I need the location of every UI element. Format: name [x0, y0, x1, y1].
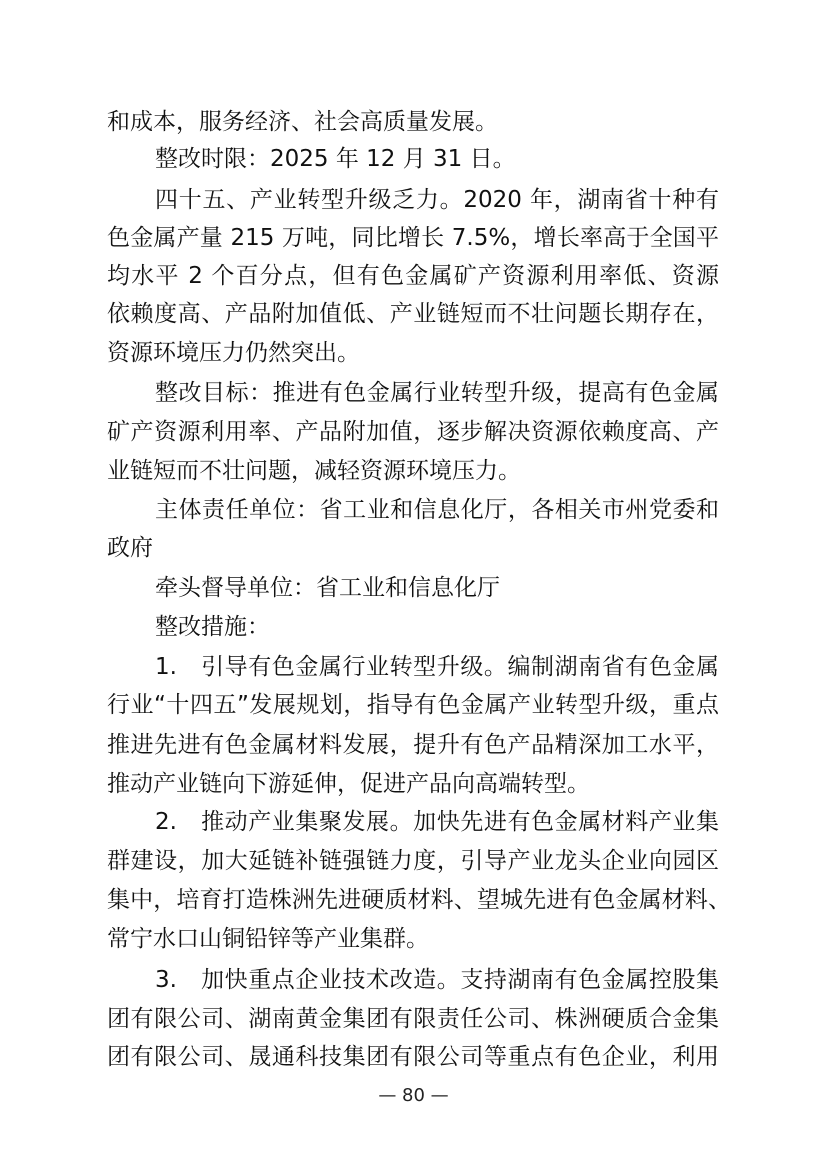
text-line: 群建设，加大延链补链强链力度，引导产业龙头企业向园区 [107, 848, 719, 874]
text-line: 团有限公司、湖南黄金集团有限责任公司、株洲硬质合金集 [107, 1006, 719, 1032]
text-line: 业链短而不壮问题，减轻资源环境压力。 [107, 458, 521, 484]
page-number: — 80 — [378, 1085, 449, 1106]
text-line: 行业“十四五”发展规划，指导有色金属产业转型升级，重点 [107, 692, 719, 718]
text-line: 推动产业链向下游延伸，促进产品向高端转型。 [107, 771, 590, 797]
text-line: 均水平 2 个百分点，但有色金属矿产资源利用率低、资源 [107, 263, 719, 289]
list-item-line: 3. 加快重点企业技术改造。支持湖南有色金属控股集 [155, 967, 719, 993]
section-heading-line: 四十五、产业转型升级乏力。2020 年，湖南省十种有 [155, 187, 719, 213]
text-line: 常宁水口山铜铅锌等产业集群。 [107, 926, 429, 952]
text-line: 整改措施： [155, 614, 270, 640]
text-line: 整改时限：2025 年 12 月 31 日。 [155, 146, 516, 172]
text-line: 主体责任单位：省工业和信息化厅，各相关市州党委和 [155, 497, 719, 523]
text-line: 推进先进有色金属材料发展，提升有色产品精深加工水平， [107, 732, 719, 758]
list-item-line: 2. 推动产业集聚发展。加快先进有色金属材料产业集 [155, 809, 719, 835]
text-line: 资源环境压力仍然突出。 [107, 340, 360, 366]
text-line: 和成本，服务经济、社会高质量发展。 [107, 109, 498, 135]
text-line: 整改目标：推进有色金属行业转型升级，提高有色金属 [155, 380, 719, 406]
text-line: 牵头督导单位：省工业和信息化厅 [155, 575, 500, 601]
text-line: 矿产资源利用率、产品附加值，逐步解决资源依赖度高、产 [107, 419, 719, 445]
text-line: 色金属产量 215 万吨，同比增长 7.5%，增长率高于全国平 [107, 225, 719, 251]
text-line: 集中，培育打造株洲先进硬质材料、望城先进有色金属材料、 [107, 887, 731, 913]
text-line: 政府 [107, 535, 153, 561]
list-item-line: 1. 引导有色金属行业转型升级。编制湖南省有色金属 [155, 654, 719, 680]
text-line: 团有限公司、晟通科技集团有限公司等重点有色企业，利用 [107, 1044, 719, 1070]
text-line: 依赖度高、产品附加值低、产业链短而不壮问题长期存在， [107, 301, 719, 327]
